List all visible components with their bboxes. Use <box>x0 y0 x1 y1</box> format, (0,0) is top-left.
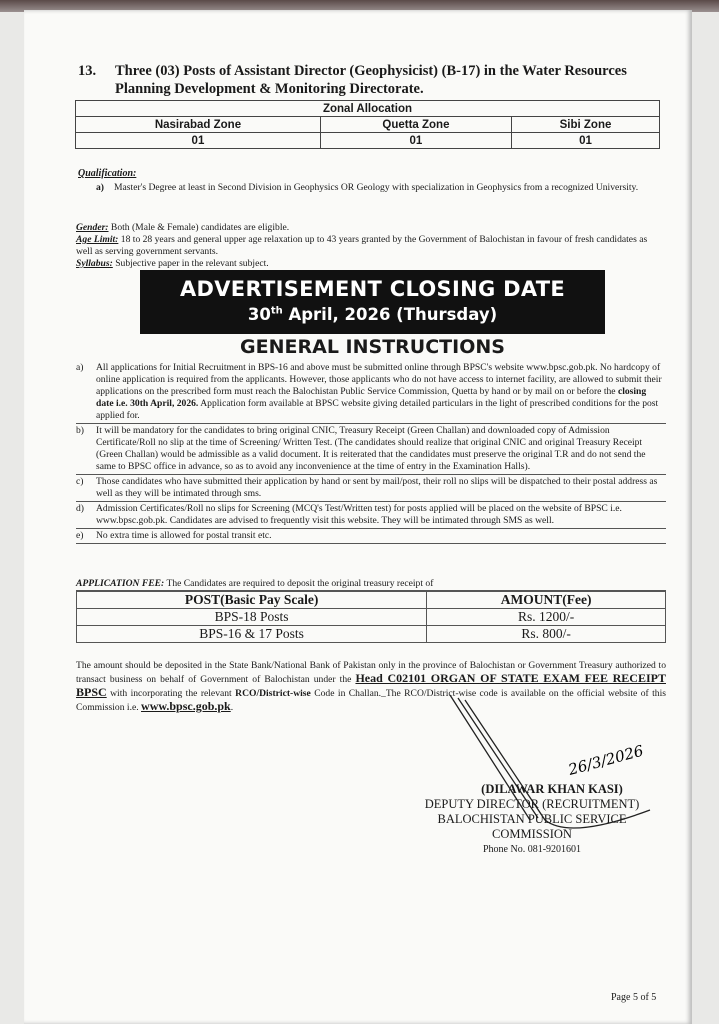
signatory-org: BALOCHISTAN PUBLIC SERVICE <box>437 812 627 826</box>
zonal-header: Zonal Allocation <box>76 101 660 117</box>
syllabus-line <box>76 258 666 270</box>
closing-date-text: closing date i.e. 30th April, 2026. <box>96 386 647 409</box>
signatory-org: COMMISSION <box>492 827 572 841</box>
date-day: 30 <box>247 305 271 324</box>
zone-column: Quetta Zone <box>320 117 511 133</box>
qualification-label: Qualification: <box>78 168 137 179</box>
banner-title: ADVERTISEMENT CLOSING DATE <box>179 277 566 301</box>
fee-header-amount: AMOUNT(Fee) <box>427 592 666 609</box>
deposit-text: Code in Challan._The RCO/District-wise code is available on the official website of this Commission i.e. <box>76 688 666 713</box>
instruction-item <box>76 476 666 502</box>
item-marker: e) <box>76 530 84 541</box>
zone-value: 01 <box>511 133 659 149</box>
fee-table <box>76 591 666 643</box>
instructions-list <box>76 362 666 545</box>
deposit-text: The amount should be deposited in the State Bank/National Bank of Pakistan only in the province of Balochistan or Government Treasury authorized to transact business on behalf of Government of Balochistan under the <box>76 660 666 685</box>
item-marker: c) <box>76 476 84 487</box>
zone-column: Nasirabad Zone <box>76 117 321 133</box>
instruction-item <box>76 425 666 475</box>
closing-date-banner <box>140 270 605 334</box>
deposit-end: . <box>230 702 234 713</box>
item-text: Master's Degree at least in Second Division in Geophysics OR Geology with specialization in Geophysics from a recognized University. <box>114 182 639 193</box>
fee-post: BPS-16 & 17 Posts <box>77 626 427 643</box>
fee-text: The Candidates are required to deposit the original treasury receipt of <box>166 578 434 589</box>
age-text: 18 to 28 years and general upper age relaxation up to 43 years granted by the Government of Balochistan in favour of fresh candidates as well as serving government servants. <box>76 234 648 257</box>
section-title: Three (03) Posts of Assistant Director (Geophysicist) (B-17) in the Water Resources Planning Development & Monitoring Directorate. <box>115 63 627 97</box>
zone-value: 01 <box>76 133 321 149</box>
item-marker: d) <box>76 503 84 514</box>
application-fee-heading <box>76 578 666 591</box>
item-text: Application form available at BPSC website giving detailed particulars in the light of prescribed conditions for the post applied for. <box>96 398 659 421</box>
fee-amount: Rs. 1200/- <box>427 609 666 626</box>
head-of-account: Head C02101 ORGAN OF STATE EXAM FEE RECEIPT BPSC <box>76 671 666 699</box>
signatory-designation: DEPUTY DIRECTOR (RECRUITMENT) <box>424 797 640 811</box>
instruction-item <box>76 362 666 424</box>
fee-header-post: POST(Basic Pay Scale) <box>77 592 427 609</box>
item-text: All applications for Initial Recruitment in BPS-16 and above must be submitted online through BPSC's website www.bpsc.gob.pk. No hardcopy of online application is required from the applicants. However, those applicants who do not have access to internet facility, are allowed to submit their applications on the prescribed form must reach the Balochistan Public Service Commission, Quetta by hand or by mail on or before the <box>96 362 662 397</box>
syllabus-text: Subjective paper in the relevant subject. <box>115 258 269 269</box>
page-number: Page 5 of 5 <box>611 992 657 1003</box>
syllabus-label: Syllabus: <box>76 258 113 269</box>
gender-text: Both (Male & Female) candidates are eligible. <box>110 222 290 233</box>
fee-amount: Rs. 800/- <box>427 626 666 643</box>
rco-text: RCO/District-wise <box>235 688 311 699</box>
qualification-item <box>96 182 662 194</box>
signature-block <box>392 782 672 857</box>
item-text: Admission Certificates/Roll no slips for Screening (MCQ's Test/Written test) for posts applied will be placed on the website of BPSC i.e. www.bpsc.gob.pk. Candidates are advised to frequently visit this website. They will be intimated through SMS as well. <box>96 503 622 526</box>
eligibility-info <box>76 222 666 270</box>
signatory-name: (DILAWAR KHAN KASI) <box>481 782 623 796</box>
handwritten-date: 26/3/2026 <box>566 741 646 779</box>
section-number: 13. <box>78 63 97 79</box>
item-text: No extra time is allowed for postal transit etc. <box>96 530 272 541</box>
item-text: Those candidates who have submitted their application by hand or sent by mail/post, their roll no slips will be dispatched to their postal address as well as they will be intimated through sms. <box>96 476 658 499</box>
gender-line <box>76 222 666 234</box>
general-instructions-title: GENERAL INSTRUCTIONS <box>240 336 505 358</box>
item-marker: a) <box>76 362 84 373</box>
fee-label: APPLICATION FEE: <box>76 578 165 589</box>
website-link[interactable]: www.bpsc.gob.pk <box>141 699 231 713</box>
zonal-allocation-table <box>75 100 660 149</box>
age-line <box>76 234 666 258</box>
age-label: Age Limit: <box>76 234 119 245</box>
banner-date <box>140 305 605 324</box>
deposit-text: with incorporating the relevant <box>106 688 236 699</box>
zone-value: 01 <box>320 133 511 149</box>
phone-number: Phone No. 081-9201601 <box>482 844 582 855</box>
date-rest: April, 2026 (Thursday) <box>282 305 498 324</box>
item-marker: a) <box>96 182 104 193</box>
zone-column: Sibi Zone <box>511 117 659 133</box>
instruction-item <box>76 503 666 529</box>
fee-post: BPS-18 Posts <box>77 609 427 626</box>
item-marker: b) <box>76 425 84 436</box>
gender-label: Gender: <box>76 222 109 233</box>
item-text: It will be mandatory for the candidates to bring original CNIC, Treasury Receipt (Green Challan) and downloaded copy of Admission Certificate/Roll no slip at the time of Screening/ Written Test. (The candidates should realize that original CNIC and original Treasury Receipt (Green Challan) would be admissible as a valid document. It is reiterated that the candidates must preserve the original T.R and do not send the same to BPSC office in advance, so as to avoid any inconvenience at the time of entry in the Examination Halls). <box>96 425 646 472</box>
instruction-item <box>76 530 666 544</box>
date-sup: th <box>270 305 283 317</box>
